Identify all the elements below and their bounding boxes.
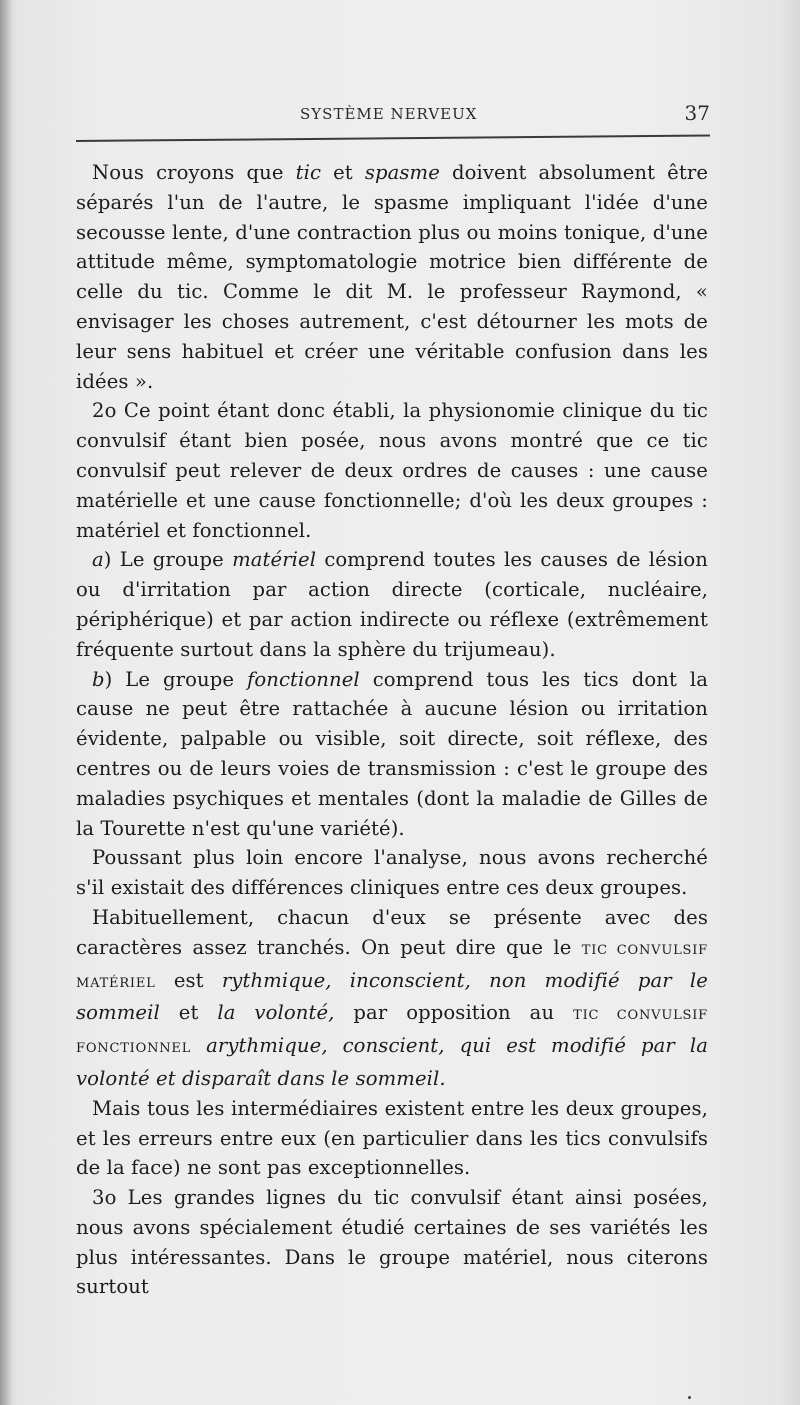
text-run: Poussant plus loin encore l'analyse, nous avons recherché s'il existait des différences cliniques entre ces deux groupes. [76,846,708,900]
page-gutter-shadow [0,0,12,1405]
smallcaps-text: TIC CONVULSIF MATÉRIEL [76,942,708,991]
paragraph [76,396,708,545]
text-run: Mais tous les intermédiaires existent entre les deux groupes, et les erreurs entre eux (en particulier dans les tics convulsifs de la face) ne sont pas exceptionnelles. [76,1096,708,1180]
text-run: 2o Ce point étant donc établi, la physionomie clinique du tic convulsif étant bien posée, nous avons montré que ce tic convulsif peut relever de deux ordres de causes : une cause matérielle et une cause fonctionnelle; d'où les deux groupes : matériel et fonctionnel. [76,399,708,542]
paragraph [76,843,708,903]
paragraph [76,1183,708,1302]
text-run: comprend tous les tics dont la cause ne peut être rattachée à aucune lésion ou irritation évidente, palpable ou visible, soit directe, soit réflexe, des centres ou de leurs voies de transmission : c'est le groupe des maladies psychiques et mentales (dont la maladie de Gilles de la Tourette n'est qu'une variété). [76,667,708,840]
italic-text: matériel [232,548,317,572]
text-run: ) Le groupe [103,548,233,572]
paragraph [76,1094,708,1183]
italic-text: tic [295,161,322,184]
italic-text: a [92,548,104,572]
italic-text: b [92,667,105,691]
running-head [80,101,710,127]
text-run: doivent absolument être séparés l'un de l'autre, le spasme impliquant l'idée d'une secousse lente, d'une contraction plus ou moins tonique, d'une attitude même, symptomatologie motrice bien différente de celle du tic. Comme le dit M. le professeur Raymond, « envisager les choses autrement, c'est détourner les mots de leur sens habituel et créer une véritable confusion dans les idées ». [76,161,709,393]
text-run: Habituellement, chacun d'eux se présente avec des caractères assez tranchés. On peut dire que le [76,905,708,959]
text-run: ) Le groupe [104,667,248,691]
text-run: Nous croyons que [92,161,296,184]
smallcaps-text: TIC CONVULSIF FONCTIONNEL [76,1008,709,1057]
paragraph [76,158,708,396]
text-run: comprend toutes les causes de lésion ou d'irritation par action directe (corticale, nucléaire, périphérique) et par action indirecte ou réflexe (extrêmement fréquente surtout dans la sphère du trijumeau). [76,548,708,661]
text-run [191,1034,206,1057]
text-run: 3o Les grandes lignes du tic convulsif étant ainsi posées, nous avons spécialement étudié certaines de ses variétés les plus intéressantes. Dans le groupe matériel, nous citerons surtout [76,1186,708,1299]
body-text [76,158,708,1302]
italic-text: arythmique, conscient, qui est modifié par la volonté et disparaît dans le sommeil. [76,1034,708,1090]
text-run: par opposition au [334,1001,574,1025]
page-number: 37 [684,101,710,125]
paragraph [76,545,708,664]
header-rule [76,134,710,142]
running-title: SYSTÈME NERVEUX [300,105,478,123]
italic-text: spasme [364,161,440,184]
italic-text: fonctionnel [247,667,360,691]
speck-mark [688,1396,691,1399]
text-run: et [159,1001,218,1025]
text-run: et [321,161,365,184]
italic-text: la volonté, [217,1001,335,1025]
paragraph [76,903,708,1094]
text-run: est [155,968,222,992]
italic-text: rythmique, inconscient, non modifié par le sommeil [76,968,708,1025]
paragraph [76,665,708,844]
